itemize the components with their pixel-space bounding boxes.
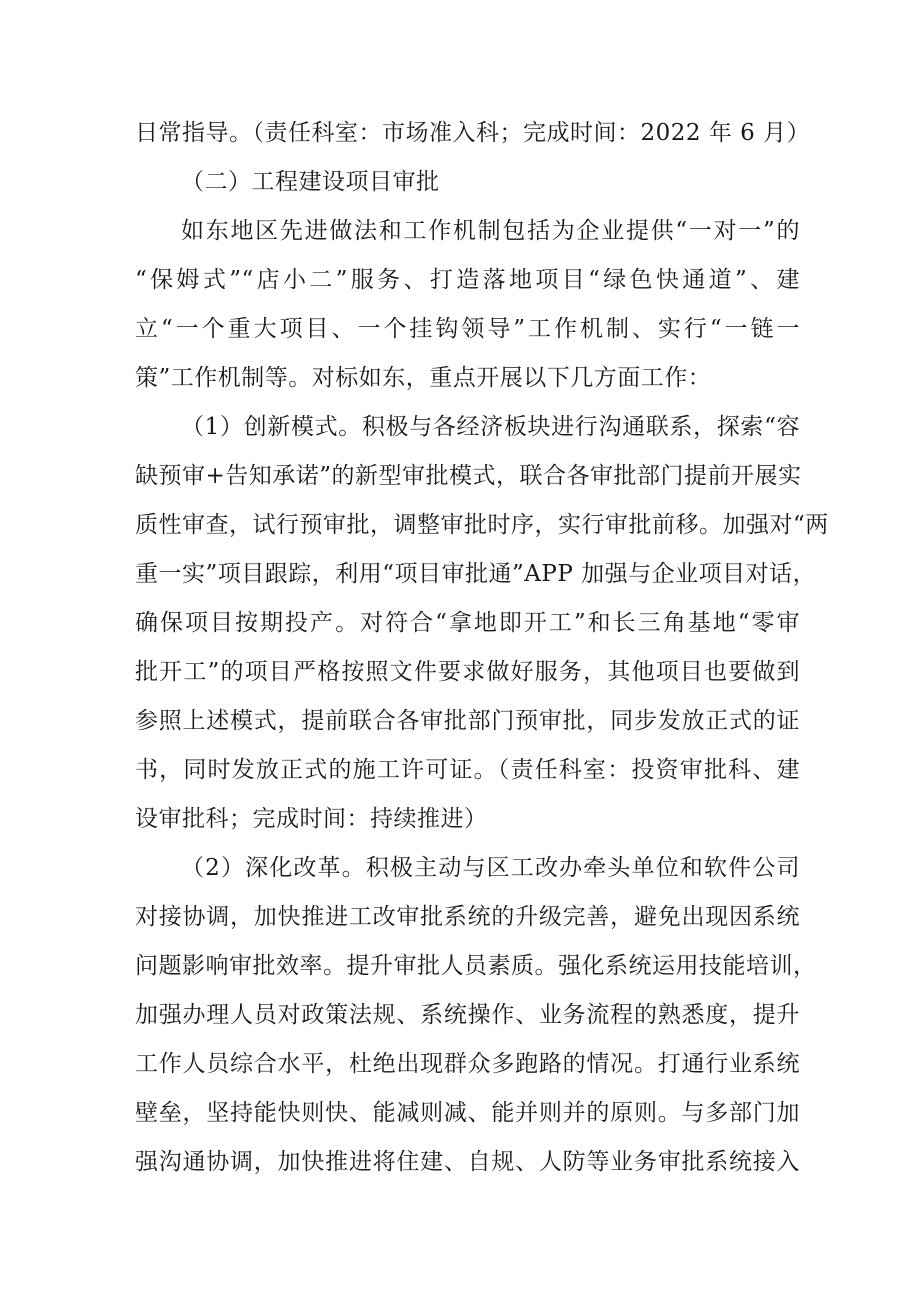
text-line: 壁垒，坚持能快则快、能减则减、能并则并的原则。与多部门加 (135, 1100, 800, 1126)
text-line: 参照上述模式，提前联合各审批部门预审批，同步发放正式的证 (135, 708, 800, 734)
text-line: （2）深化改革。积极主动与区工改办牵头单位和软件公司 (181, 855, 800, 881)
text-line: 对接协调，加快推进工改审批系统的升级完善，避免出现因系统 (135, 904, 800, 930)
text-line: 问题影响审批效率。提升审批人员素质。强化系统运用技能培训， (135, 953, 817, 979)
text-line: 设审批科；完成时间：持续推进） (135, 806, 488, 832)
text-line: 策”工作机制等。对标如东，重点开展以下几方面工作： (135, 365, 712, 391)
section-heading: （二）工程建设项目审批 (181, 169, 440, 195)
text-line: 如东地区先进做法和工作机制包括为企业提供“一对一”的 (181, 218, 800, 244)
text-line: 强沟通协调，加快推进将住建、自规、人防等业务审批系统接入 (135, 1149, 800, 1175)
text-line: 立“一个重大项目、一个挂钩领导”工作机制、实行“一链一 (135, 316, 800, 342)
text-line: 确保项目按期投产。对符合“拿地即开工”和长三角基地“零审 (135, 610, 800, 636)
text-line: 书，同时发放正式的施工许可证。（责任科室：投资审批科、建 (135, 757, 800, 783)
text-line: 缺预审+告知承诺”的新型审批模式，联合各审批部门提前开展实 (135, 463, 802, 489)
text-line: 日常指导。（责任科室：市场准入科；完成时间：2022 年 6 月） (135, 120, 811, 146)
text-line: 质性审查，试行预审批，调整审批时序，实行审批前移。加强对“两 (135, 512, 829, 538)
text-line: “保姆式”“店小二”服务、打造落地项目“绿色快通道”、建 (135, 267, 800, 293)
text-line: 加强办理人员对政策法规、系统操作、业务流程的熟悉度，提升 (135, 1002, 800, 1028)
text-line: 重一实”项目跟踪，利用“项目审批通”APP 加强与企业项目对话， (135, 561, 817, 587)
text-line: 工作人员综合水平，杜绝出现群众多跑路的情况。打通行业系统 (135, 1051, 800, 1077)
text-line: 批开工”的项目严格按照文件要求做好服务，其他项目也要做到 (135, 659, 800, 685)
text-line: （1）创新模式。积极与各经济板块进行沟通联系，探索“容 (181, 414, 800, 440)
